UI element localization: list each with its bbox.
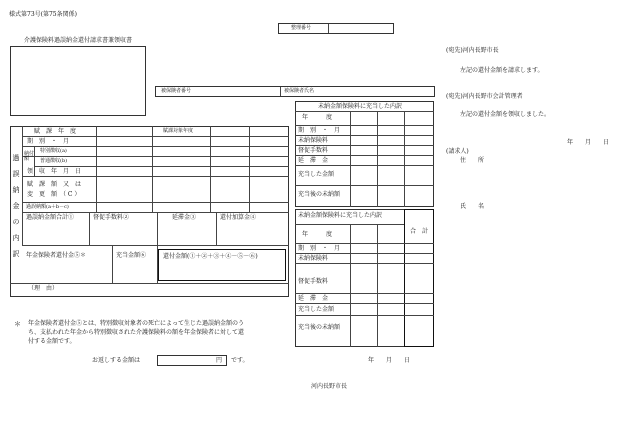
ref-no-label: 整理番号 [291, 25, 312, 31]
upper-table-title: 未納金額保険料に充当した内訳 [318, 103, 403, 110]
date-line: 年 月 日 [368, 357, 411, 364]
refund-add-label: 還付加算金④ [220, 214, 257, 221]
photo-box [10, 46, 146, 116]
insured-name-label: 被保険者氏名 [284, 88, 315, 94]
desu-label: です。 [231, 357, 249, 364]
special-label: 特別徴収(a) [40, 148, 67, 154]
upper-period-label: 期 別 ・ 月 [298, 127, 341, 134]
lower-applied-label: 充当した金額 [298, 306, 335, 313]
yen-label: 円 [215, 357, 222, 364]
dunning-fee-label: 督促手数料② [93, 214, 130, 221]
change-amount-label-2: 変 更 額 （ C ） [27, 191, 81, 198]
period-label: 期 別 ・ 月 [27, 138, 70, 145]
total-label: 合 計 [410, 228, 429, 235]
paid-label: 納付額 [24, 151, 35, 162]
reason-label: （理 由） [28, 285, 59, 292]
change-amount-label: 賦 課 額 又 は [27, 181, 82, 188]
note-mark: ＊ [14, 320, 21, 328]
insured-row [155, 86, 435, 97]
note-line-1: 年金保険者還付金⑤とは、特別徴収対象者の死亡によって生じた過誤納金額のう [28, 320, 245, 327]
date-right: 年 月 日 [567, 139, 610, 146]
lower-remaining-label: 充当後の未納額 [298, 324, 341, 331]
pension-refund-label: 年金保険者還付金⑤＊ [26, 252, 87, 259]
upper-unpaid-label: 未納保険料 [298, 137, 329, 144]
addressee-1: (宛先)河内長野市長 [446, 47, 499, 54]
upper-dunning-label: 督促手数料 [298, 147, 329, 154]
left-vertical-label: 過 誤 納 金 の 内 訳 [12, 154, 20, 258]
insured-no-label: 被保険者番号 [161, 88, 192, 94]
receipt-date-label: 領 収 年 月 日 [27, 168, 82, 175]
upper-remaining-label: 充当後の未納額 [298, 191, 341, 198]
lower-dunning-label: 督促手数料 [298, 278, 329, 285]
upper-late-label: 延 滞 金 [298, 157, 329, 164]
claimant-label: (請求人) [446, 148, 469, 155]
overpaid-label: 過誤納額(a＋b－c) [26, 204, 69, 210]
address-label: 住 所 [460, 157, 485, 164]
name-label: 氏 名 [460, 203, 485, 210]
lower-late-label: 延 滞 金 [298, 295, 329, 302]
form-id: 様式第73号(第75条関係) [9, 11, 77, 18]
addressee-2: (宛先)河内長野市会計管理者 [446, 93, 523, 100]
return-label: お返しする金額は [92, 357, 141, 364]
lower-table-title: 未納金額保険料に充当した内訳 [298, 212, 383, 219]
ordinary-label: 普通徴収(b) [40, 158, 68, 164]
assessment-year-label: 賦 課 年 度 [34, 128, 77, 135]
issuer: 河内長野市長 [311, 383, 348, 390]
upper-applied-label: 充当した金額 [298, 171, 335, 178]
target-year-label: 賦課対象年度 [163, 128, 194, 134]
return-amount-field[interactable] [157, 355, 227, 366]
upper-year-label: 年 度 [302, 114, 333, 121]
note-line-2: ち、支払われた年金から特別徴収された介護保険料の額を年金保険者に対して還 [28, 329, 245, 336]
ref-no-box [278, 23, 394, 34]
lower-period-label: 期 別 ・ 月 [298, 245, 341, 252]
form-title: 介護保険料過誤納金還付請求書兼領収書 [24, 37, 133, 44]
applied-label: 充当金額⑥ [116, 252, 147, 259]
late-fee-label: 延滞金③ [172, 214, 197, 221]
lower-year-label: 年 度 [302, 231, 333, 238]
lower-unpaid-label: 未納保険料 [298, 255, 329, 262]
total-overpaid-label: 過誤納金額合計① [26, 214, 75, 221]
note-line-3: 付する金額です。 [28, 338, 76, 345]
refund-amount-box [158, 249, 286, 281]
receipt-text: 左記の還付金額を領収しました。 [460, 111, 551, 118]
refund-amount-label: 還付金額(①＋②＋③＋④－⑤－⑥) [163, 253, 258, 260]
request-text: 左記の還付金額を請求します。 [460, 67, 544, 74]
